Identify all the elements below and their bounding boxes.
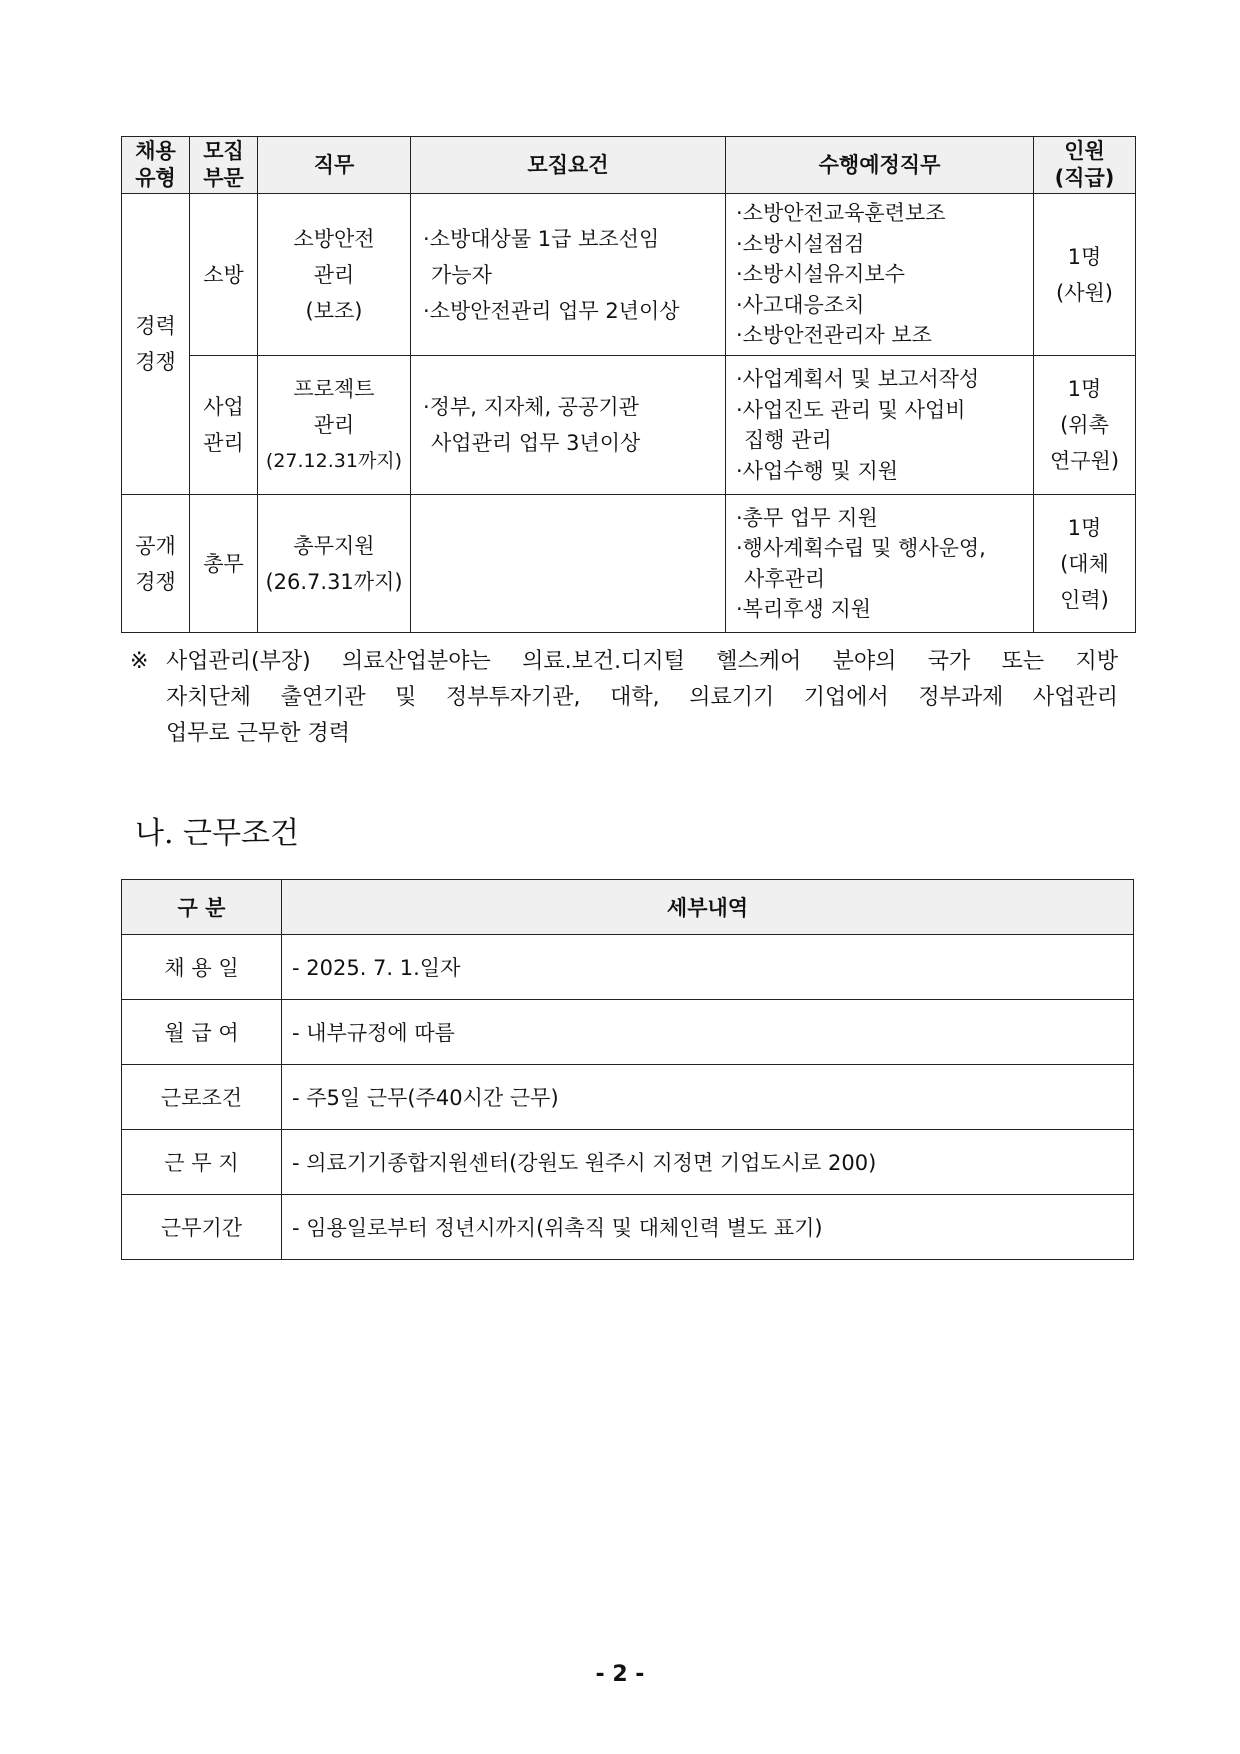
table-row <box>122 1065 1134 1130</box>
conditions-header-row <box>122 880 1134 935</box>
dept-cell: 소방 <box>190 194 258 356</box>
header-headcount: 인원 (직급) <box>1034 137 1136 194</box>
condition-label: 월 급 여 <box>122 1000 282 1065</box>
dept-cell: 사업 관리 <box>190 356 258 495</box>
header-dept: 모집 부문 <box>190 137 258 194</box>
hire-type-open: 공개 경쟁 <box>122 495 190 633</box>
condition-label: 근 무 지 <box>122 1130 282 1195</box>
conditions-table <box>121 879 1134 1260</box>
header-hire-type: 채용 유형 <box>122 137 190 194</box>
header-requirements: 모집요건 <box>411 137 726 194</box>
table-row <box>122 1130 1134 1195</box>
table-row <box>122 194 1136 356</box>
header-category: 구 분 <box>122 880 282 935</box>
footnote-line: 자치단체 출연기관 및 정부투자기관, 대학, 의료기기 기업에서 정부과제 사업관리 <box>166 685 1118 710</box>
tasks-cell: ·사업계획서 및 보고서작성 ·사업진도 관리 및 사업비 집행 관리 ·사업수행 및 지원 <box>726 356 1034 495</box>
duty-cell: 프로젝트 관리 (27.12.31까지) <box>258 356 411 495</box>
condition-value: - 의료기기종합지원센터(강원도 원주시 지정면 기업도시로 200) <box>282 1130 1134 1195</box>
tasks-cell: ·총무 업무 지원 ·행사계획수립 및 행사운영, 사후관리 ·복리후생 지원 <box>726 495 1034 633</box>
table-row <box>122 935 1134 1000</box>
condition-value: - 내부규정에 따름 <box>282 1000 1134 1065</box>
recruitment-table <box>121 136 1136 633</box>
footnote-line: 사업관리(부장) 의료산업분야는 의료.보건.디지털 헬스케어 분야의 국가 또는 지방 <box>166 649 1118 674</box>
condition-value: - 주5일 근무(주40시간 근무) <box>282 1065 1134 1130</box>
condition-value: - 2025. 7. 1.일자 <box>282 935 1134 1000</box>
section-title: 나. 근무조건 <box>135 816 299 851</box>
condition-label: 채 용 일 <box>122 935 282 1000</box>
requirements-cell <box>411 495 726 633</box>
headcount-cell: 1명 (대체 인력) <box>1034 495 1136 633</box>
header-details: 세부내역 <box>282 880 1134 935</box>
condition-label: 근로조건 <box>122 1065 282 1130</box>
tasks-cell: ·소방안전교육훈련보조 ·소방시설점검 ·소방시설유지보수 ·사고대응조치 ·소방안전관리자 보조 <box>726 194 1034 356</box>
footnote <box>128 644 1118 752</box>
table-row <box>122 356 1136 495</box>
page-number: - 2 - <box>595 1662 645 1687</box>
table-row <box>122 495 1136 633</box>
duty-cell: 총무지원 (26.7.31까지) <box>258 495 411 633</box>
header-duty: 직무 <box>258 137 411 194</box>
dept-cell: 총무 <box>190 495 258 633</box>
headcount-cell: 1명 (사원) <box>1034 194 1136 356</box>
duty-cell: 소방안전 관리 (보조) <box>258 194 411 356</box>
requirements-cell: ·정부, 지자체, 공공기관 사업관리 업무 3년이상 <box>411 356 726 495</box>
headcount-cell: 1명 (위촉 연구원) <box>1034 356 1136 495</box>
reference-mark: ※ <box>130 649 149 674</box>
header-tasks: 수행예정직무 <box>726 137 1034 194</box>
recruitment-header-row <box>122 137 1136 194</box>
condition-value: - 임용일로부터 정년시까지(위촉직 및 대체인력 별도 표기) <box>282 1195 1134 1260</box>
footnote-line: 업무로 근무한 경력 <box>166 721 351 746</box>
table-row <box>122 1195 1134 1260</box>
hire-type-career: 경력 경쟁 <box>122 194 190 495</box>
table-row <box>122 1000 1134 1065</box>
requirements-cell: ·소방대상물 1급 보조선임 가능자 ·소방안전관리 업무 2년이상 <box>411 194 726 356</box>
condition-label: 근무기간 <box>122 1195 282 1260</box>
